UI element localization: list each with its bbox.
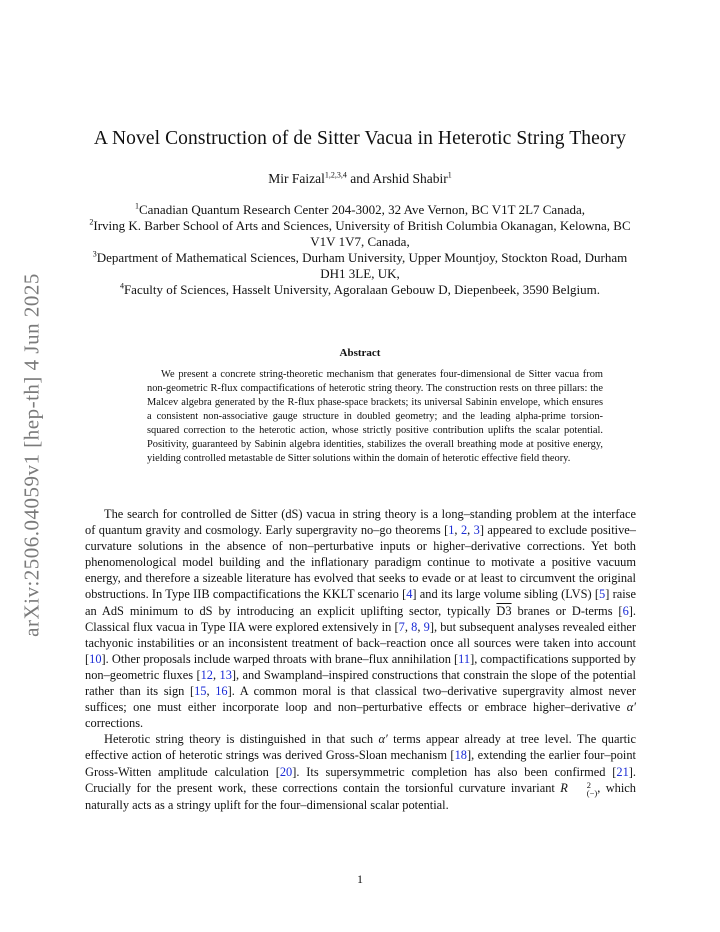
text-run: ,: [454, 523, 461, 538]
text-run: ,: [417, 619, 424, 634]
citation-link[interactable]: 18: [454, 748, 467, 763]
text-run: ] and its large volume sibling (LVS) [: [412, 587, 600, 602]
citation-link[interactable]: 9: [423, 619, 430, 634]
author-conjunction: and: [350, 171, 370, 186]
alpha-prime-symbol: α′: [378, 732, 388, 747]
citation-link[interactable]: 16: [215, 684, 228, 699]
affiliation: [80, 282, 640, 298]
author-name: Arshid Shabir: [372, 171, 448, 186]
text-run: ], compactifications supported by non–geometric fluxes [: [85, 651, 636, 682]
page-number: 1: [357, 872, 363, 886]
affiliation: [80, 218, 640, 250]
alpha-prime-symbol: α′: [626, 700, 636, 715]
affiliation-text: Irving K. Barber School of Arts and Sciences, University of British Columbia Okanagan, Kelowna, BC V1V 1V7, Canada,: [93, 218, 631, 249]
citation-link[interactable]: 4: [406, 587, 413, 602]
abstract-text: We present a concrete string-theoretic mechanism that generates four-dimensional de Sitter vacua from non-geometric R-flux compactifications of heterotic string theory. The construction rests on three pillars: the Malcev algebra generated by the R-flux phase-space brackets; its universal Sabinin envelope, which ensures a consistent non-associative gauge structure in doubled geometry; and the leading alpha-prime torsion-squared correction to the heterotic action, whose strictly positive contribution uplifts the scalar potential. Positivity, guaranteed by Sabinin algebra identities, stabilizes the overall breathing mode at positive energy, yielding controlled metastable de Sitter solutions within the domain of heterotic effective field theory.: [147, 369, 603, 464]
curvature-symbol-base: R: [560, 780, 568, 795]
citation-link[interactable]: 21: [616, 764, 629, 779]
text-run: ] raise an AdS minimum to dS by introducing an explicit uplifting sector, typically: [85, 587, 637, 618]
author-line: [0, 171, 720, 187]
affiliations: [80, 202, 640, 298]
body-text: [85, 506, 636, 813]
text-run: ], but subsequent analyses revealed either tachyonic instabilities or an inconsistent treatment of back–reaction once all sources were taken into account [: [85, 619, 637, 666]
text-run: ,: [206, 684, 216, 699]
text-run: ]. Classical flux vacua in Type IIA were explored extensively in [: [85, 603, 636, 634]
text-run: ] appeared to exclude positive–curvature solutions in the absence of non–perturbative inputs or higher–derivative corrections. Yet both phenomenological model building and the inflationary paradigm continue to motivate a positive vacuum energy, and therefore a sizeable literature has evolved that seeks to evade or at least to circumvent the original obstructions. In Type IIB compactifications the KKLT scenario [: [85, 523, 636, 602]
anti-d3-symbol: D3: [496, 603, 512, 618]
citation-link[interactable]: 7: [398, 619, 405, 634]
citation-link[interactable]: 6: [622, 603, 629, 618]
text-run: ]. Its supersymmetric completion has also been confirmed [: [292, 764, 617, 779]
arxiv-identifier-stamp: arXiv:2506.04059v1 [hep-th] 4 Jun 2025: [19, 273, 44, 637]
text-run: terms appear already at tree level. The quartic effective action of heterotic strings was derived Gross-Sloan mechanism [: [85, 732, 636, 763]
affiliation-number: 4: [119, 281, 124, 291]
citation-link[interactable]: 5: [599, 587, 606, 602]
curvature-symbol-exponent: 2: [586, 779, 592, 790]
citation-link[interactable]: 1: [448, 523, 455, 538]
affiliation-text: Faculty of Sciences, Hasselt University, Agoralaan Gebouw D, Diepenbeek, 3590 Belgium.: [123, 282, 601, 297]
text-run: ]. Other proposals include warped throats with brane–flux annihilation [: [101, 651, 459, 666]
text-run: ], extending the earlier four–point Gross-Witten amplitude calculation [: [85, 748, 636, 779]
citation-link[interactable]: 10: [89, 651, 102, 666]
citation-link[interactable]: 11: [458, 651, 471, 666]
affiliation-number: 3: [92, 249, 97, 259]
affiliation-number: 1: [134, 201, 139, 211]
text-run: corrections.: [85, 716, 144, 731]
text-run: ]. A common moral is that classical two–derivative supergravity almost never suffices; one must either incorporate loop and non–perturbative effects or embrace higher–derivative: [85, 684, 636, 715]
text-run: The search for controlled de Sitter (dS) vacua in string theory is a long–standing problem at the interface of quantum gravity and cosmology. Early supergravity no–go theorems [: [85, 507, 636, 538]
text-run: ], and Swampland–inspired constructions that constrain the slope of the potential rather than its sign [: [85, 667, 636, 699]
citation-link[interactable]: 15: [194, 684, 207, 699]
paragraph: [85, 731, 636, 812]
author-name: Mir Faizal: [268, 171, 325, 186]
curvature-symbol-subscript: (−): [586, 787, 598, 798]
citation-link[interactable]: 13: [219, 667, 232, 682]
text-run: branes or D-terms [: [511, 603, 623, 618]
abstract-heading: Abstract: [339, 347, 381, 359]
author-affiliation-marks: 1: [447, 170, 452, 180]
text-run: , which naturally acts as a stringy uplift for the four–dimensional scalar potential.: [85, 780, 636, 812]
curvature-invariant-symbol: [560, 779, 598, 798]
affiliation: [80, 202, 640, 218]
paragraph: [85, 506, 636, 731]
text-run: Heterotic string theory is distinguished in that such: [104, 732, 379, 747]
text-run: ,: [404, 619, 412, 634]
text-run: ]. Crucially for the present work, these corrections contain the torsionful curvature invariant: [85, 764, 636, 795]
citation-link[interactable]: 8: [411, 619, 418, 634]
citation-link[interactable]: 2: [460, 523, 468, 538]
citation-link[interactable]: 20: [279, 764, 293, 779]
author-affiliation-marks: 1,2,3,4: [324, 170, 347, 180]
text-run: ,: [212, 667, 220, 682]
affiliation-text: Canadian Quantum Research Center 204-3002, 32 Ave Vernon, BC V1T 2L7 Canada,: [138, 202, 585, 217]
text-run: ,: [467, 523, 474, 538]
affiliation-number: 2: [89, 217, 94, 227]
citation-link[interactable]: 12: [200, 667, 213, 682]
affiliation: [80, 250, 640, 282]
citation-link[interactable]: 3: [473, 523, 480, 538]
paper-title: A Novel Construction of de Sitter Vacua in Heterotic String Theory: [93, 128, 627, 149]
affiliation-text: Department of Mathematical Sciences, Durham University, Upper Mountjoy, Stockton Road, Durham DH1 3LE, UK,: [96, 250, 628, 281]
